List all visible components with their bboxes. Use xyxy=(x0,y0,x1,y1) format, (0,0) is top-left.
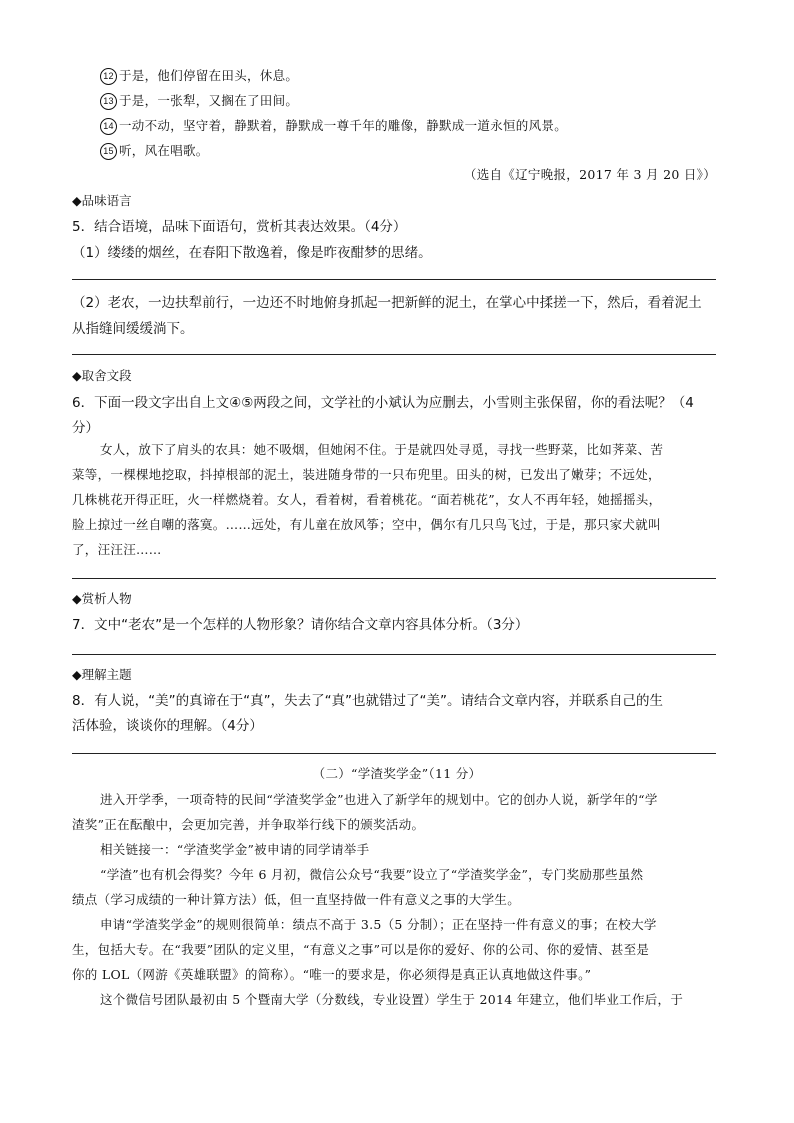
question-6-line2: 分） xyxy=(72,420,99,436)
para-number-12: 12 xyxy=(100,68,117,85)
question-5-2-line2: 从指缝间缓缓淌下。 xyxy=(72,321,194,337)
answer-line-7[interactable] xyxy=(72,654,716,655)
excerpt-line: 了，汪汪汪…… xyxy=(72,542,162,557)
part2-line: 生，包括大专。在“我要”团队的定义里，“有意义之事”可以是你的爱好、你的公司、你的爱情、甚至是 xyxy=(72,942,650,957)
story-para-14-text: 一动不动，坚守着，静默着，静默成一尊千年的雕像，静默成一道永恒的风景。 xyxy=(119,118,568,133)
story-para-14 xyxy=(100,116,567,135)
question-5: 5．结合语境，品味下面语句，赏析其表达效果。（4分） xyxy=(72,219,407,235)
answer-line-6[interactable] xyxy=(72,578,716,579)
section-heading-language: ◆品味语言 xyxy=(72,193,132,208)
excerpt-line: 女人，放下了肩头的农具：她不吸烟，但她闲不住。于是就四处寻觅，寻找一些野菜，比如荠菜、苦 xyxy=(100,442,664,457)
part2-line: 绩点（学习成绩的一种计算方法）低，但一直坚持做一件有意义之事的大学生。 xyxy=(72,892,521,907)
para-number-13: 13 xyxy=(100,93,117,110)
part2-link-heading: 相关链接一：“学渣奖学金”被申请的同学请举手 xyxy=(100,842,370,857)
question-5-1: （1）缕缕的烟丝，在春阳下散逸着，像是昨夜酣梦的思绪。 xyxy=(72,245,432,261)
para-number-14: 14 xyxy=(100,118,117,135)
question-5-2-line1: （2）老农，一边扶犁前行，一边还不时地俯身抓起一把新鲜的泥土，在掌心中揉搓一下，然后，看着泥土 xyxy=(72,295,702,311)
story-para-13-text: 于是，一张犁，又搁在了田间。 xyxy=(119,93,299,108)
question-7: 7．文中“老农”是一个怎样的人物形象？请你结合文章内容具体分析。（3分） xyxy=(72,617,529,633)
part2-line: 你的 LOL（网游《英雄联盟》的简称）。“唯一的要求是，你必须得是真正认真地做这件事。” xyxy=(72,967,592,982)
section-heading-selection: ◆取舍文段 xyxy=(72,368,132,383)
part2-line: 进入开学季，一项奇特的民间“学渣奖学金”也进入了新学年的规划中。它的创办人说，新学年的“学 xyxy=(100,792,658,807)
story-para-15-text: 听，风在唱歌。 xyxy=(119,143,209,158)
part2-line: 申请“学渣奖学金”的规则很简单：绩点不高于 3.5（5 分制）；正在坚持一件有意义的事；在校大学 xyxy=(100,917,657,932)
part2-line: 这个微信号团队最初由 5 个暨南大学（分数线，专业设置）学生于 2014 年建立，他们毕业工作后，于 xyxy=(100,992,684,1007)
question-8-line1: 8．有人说，“美”的真谛在于“真”，失去了“真”也就错过了“美”。请结合文章内容，并联系自己的生 xyxy=(72,693,664,709)
story-source: （选自《辽宁晚报，2017 年 3 月 20 日》） xyxy=(463,167,716,182)
excerpt-line: 几株桃花开得正旺，火一样燃烧着。女人，看着树，看着桃花。“面若桃花”，女人不再年轻，她摇摇头， xyxy=(72,492,662,507)
story-para-12-text: 于是，他们停留在田头，休息。 xyxy=(119,68,299,83)
question-6-line1: 6．下面一段文字出自上文④⑤两段之间，文学社的小斌认为应删去，小雪则主张保留，你的看法呢？（4 xyxy=(72,395,694,411)
answer-line-8[interactable] xyxy=(72,753,716,754)
part2-line: 渣奖”正在酝酿中，会更加完善，并争取举行线下的颁奖活动。 xyxy=(72,817,425,832)
story-para-15 xyxy=(100,141,209,160)
excerpt-line: 脸上掠过一丝自嘲的落寞。……远处，有儿童在放风筝；空中，偶尔有几只鸟飞过，于是，那只家犬就叫 xyxy=(72,517,661,532)
story-para-13 xyxy=(100,91,298,110)
answer-line-5-1[interactable] xyxy=(72,279,716,280)
para-number-15: 15 xyxy=(100,143,117,160)
excerpt-line: 菜等，一棵棵地挖取，抖掉根部的泥土，装进随身带的一只布兜里。田头的树，已发出了嫩芽；不远处， xyxy=(72,467,661,482)
question-8-line2: 活体验，谈谈你的理解。（4分） xyxy=(72,718,263,734)
part2-title: （二）“学渣奖学金”（11 分） xyxy=(312,766,482,781)
part2-line: “学渣”也有机会得奖？今年 6 月初，微信公众号“我要”设立了“学渣奖学金”，专门奖励那些虽然 xyxy=(100,867,644,882)
answer-line-5-2[interactable] xyxy=(72,354,716,355)
section-heading-theme: ◆理解主题 xyxy=(72,667,132,682)
section-heading-character: ◆赏析人物 xyxy=(72,591,132,606)
story-para-12 xyxy=(100,66,298,85)
